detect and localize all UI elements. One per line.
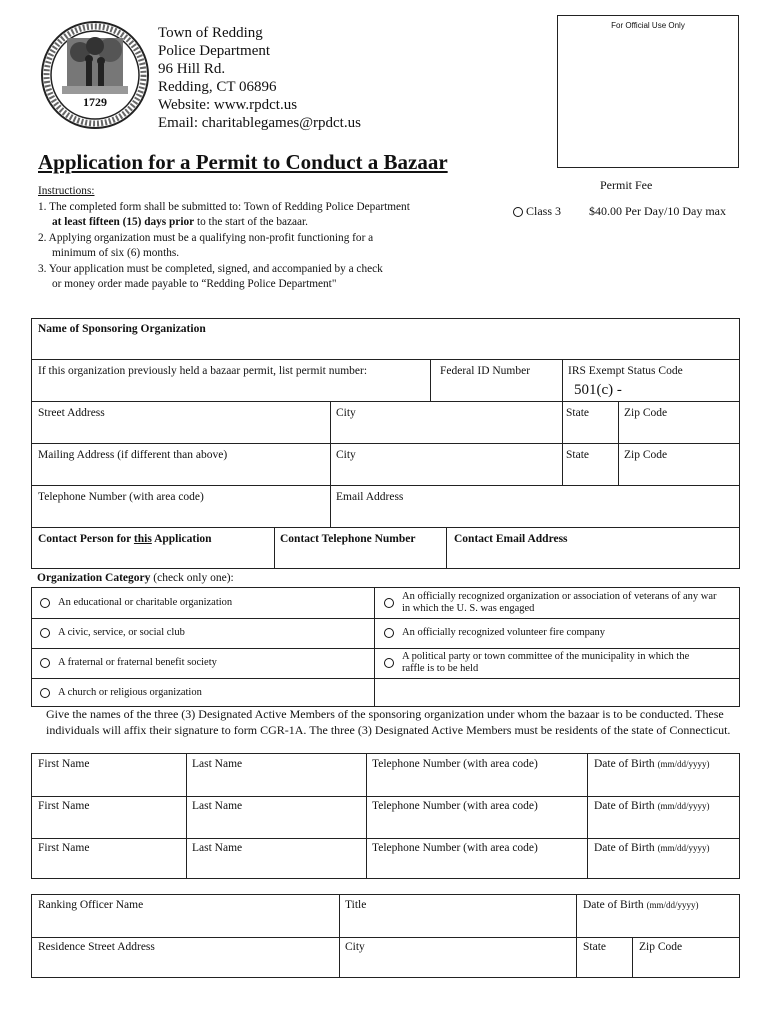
category-veterans[interactable]: An officially recognized organization or association of veterans of any war in which the U. S. was engaged [384,588,724,618]
member-3-telephone[interactable]: Telephone Number (with area code) [372,842,538,854]
town-name: Town of Redding [158,25,263,41]
city-label: City [336,407,356,419]
email-line: Email: charitablegames@rpdct.us [158,115,361,131]
instruction-1-line-2 [38,215,508,231]
instructions-heading: Instructions: [38,185,95,197]
member-3-dob[interactable]: Date of Birth (mm/dd/yyyy) [594,842,710,854]
instructions [38,184,508,293]
instruction-2-line-2: minimum of six (6) months. [52,247,180,259]
ranking-officer-dob-label[interactable]: Date of Birth (mm/dd/yyyy) [583,899,699,911]
category-civic[interactable]: A civic, service, or social club [40,618,370,648]
member-2-last-name[interactable]: Last Name [192,800,243,812]
contact-person-label: Contact Person for this Application [38,533,212,545]
contact-phone-label: Contact Telephone Number [280,533,416,545]
email-label: Email Address [336,491,404,503]
category-table [31,587,740,707]
member-1-last-name[interactable]: Last Name [192,758,243,770]
class-3-label: Class 3 [526,204,562,218]
residence-address-label[interactable]: Residence Street Address [38,941,155,953]
category-educational[interactable]: An educational or charitable organization [40,588,370,618]
previous-permit-label: If this organization previously held a bazaar permit, list permit number: [38,365,368,377]
member-3-last-name[interactable]: Last Name [192,842,243,854]
mailing-city-label: City [336,449,356,461]
deadline-rest: to the start of the bazaar. [194,216,308,228]
website-line: Website: www.rpdct.us [158,97,298,113]
official-use-box [557,15,739,168]
street-address-line: 96 Hill Rd. [158,61,226,77]
member-1-telephone[interactable]: Telephone Number (with area code) [372,758,538,770]
federal-id-label: Federal ID Number [440,365,531,377]
category-political[interactable]: A political party or town committee of the municipality in which the raffle is to be held [384,648,714,678]
ranking-officer-table [31,894,740,978]
town-seal-logo [40,20,150,130]
member-2-first-name[interactable]: First Name [38,800,90,812]
state-label: State [566,407,589,419]
class-3-radio[interactable] [513,207,523,217]
department-name: Police Department [158,43,271,59]
members-intro: Give the names of the three (3) Designated Active Members of the sponsoring organization under whom the bazaar is to be conducted. These individuals will affix their signature to form CGR-1A. The three (3) Designated Active Members must be residents of the state of Connecticut. [46,707,731,737]
city-state-zip-line: Redding, CT 06896 [158,79,277,95]
contact-email-label: Contact Email Address [454,533,568,545]
irs-exempt-value[interactable]: 501(c) - [574,382,622,398]
mailing-zip-label: Zip Code [624,449,668,461]
deadline-emphasis: at least fifteen (15) days prior [52,216,195,228]
members-table [31,753,740,879]
mailing-address-label: Mailing Address (if different than above) [38,449,228,461]
category-fraternal[interactable]: A fraternal or fraternal benefit society [40,648,370,678]
category-heading: Organization Category (check only one): [37,572,234,584]
seal-year: 1729 [83,95,107,109]
page-title: Application for a Permit to Conduct a Bazaar [38,150,448,174]
zip-label: Zip Code [624,407,668,419]
class-3-option[interactable] [513,204,561,219]
sponsoring-org-input[interactable] [32,336,739,359]
member-2-telephone[interactable]: Telephone Number (with area code) [372,800,538,812]
instruction-1-line-1: 1. The completed form shall be submitted to: Town of Redding Police Department [38,200,410,213]
category-church[interactable]: A church or religious organization [40,678,370,708]
telephone-label: Telephone Number (with area code) [38,491,204,503]
category-fire-company[interactable]: An officially recognized volunteer fire company [384,618,724,648]
residence-city-label[interactable]: City [345,941,365,953]
member-1-first-name[interactable]: First Name [38,758,90,770]
permit-fee-label: Permit Fee [600,178,653,192]
instruction-3-line-2: or money order made payable to “Redding Police Department" [52,278,337,290]
irs-exempt-label: IRS Exempt Status Code [568,365,683,377]
instruction-3-line-1: 3. Your application must be completed, signed, and accompanied by a check [38,262,383,275]
official-use-label: For Official Use Only [611,21,685,30]
member-2-dob[interactable]: Date of Birth (mm/dd/yyyy) [594,800,710,812]
mailing-state-label: State [566,449,589,461]
organization-info-table [31,318,740,569]
residence-state-label[interactable]: State [583,941,606,953]
member-3-first-name[interactable]: First Name [38,842,90,854]
ranking-officer-name-label[interactable]: Ranking Officer Name [38,899,144,911]
ranking-officer-title-label[interactable]: Title [345,899,367,911]
instruction-2-line-1: 2. Applying organization must be a qualifying non-profit functioning for a [38,231,374,244]
member-1-dob[interactable]: Date of Birth (mm/dd/yyyy) [594,758,710,770]
sponsoring-org-label: Name of Sponsoring Organization [38,323,206,335]
street-address-label: Street Address [38,407,105,419]
permit-fee-amount: $40.00 Per Day/10 Day max [589,204,726,218]
residence-zip-label[interactable]: Zip Code [639,941,683,953]
